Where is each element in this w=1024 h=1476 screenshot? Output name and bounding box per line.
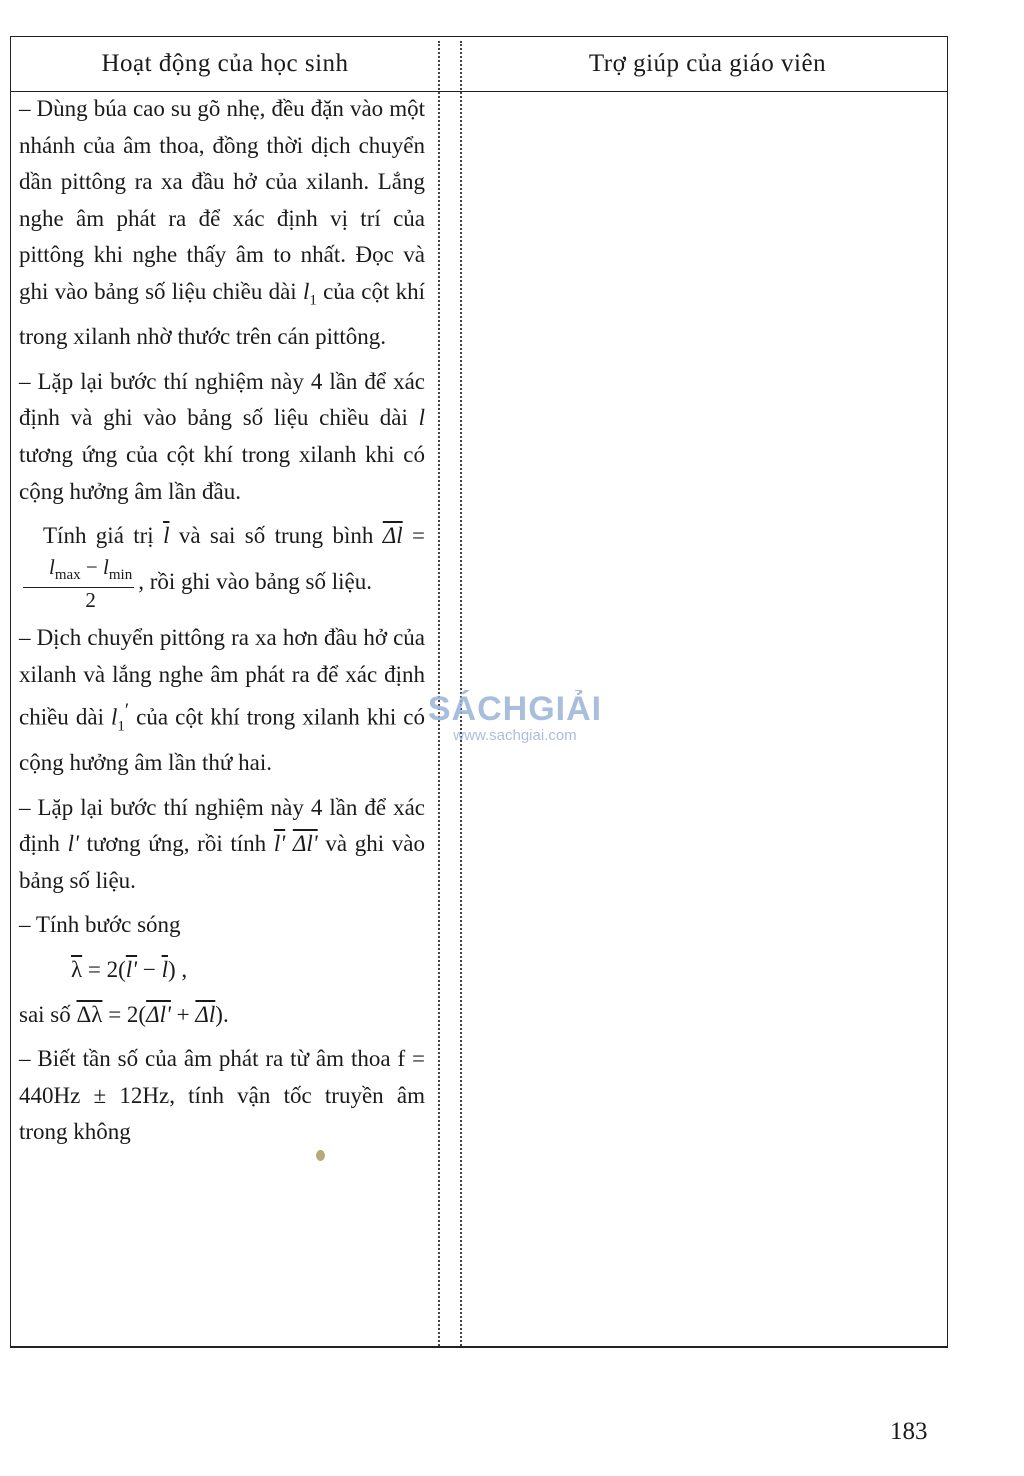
page-number: 183	[890, 1418, 928, 1445]
step-repeat-first: – Lặp lại bước thí nghiệm này 4 lần để xác định và ghi vào bảng số liệu chiều dài l tương ứng của cột khí trong xilanh khi có cộng hưởng âm lần đầu.	[19, 368, 425, 504]
watermark-url: www.sachgiai.com	[453, 727, 577, 744]
step-mean-error: Tính giá trị $\overline{l}$ và sai số trung bình $\overline{\Delta l}$ = $\frac{l_{max} - l_{min}}{2}$ , rồi ghi vào bảng số liệu.	[19, 518, 425, 612]
header-student-activity: Hoạt động của học sinh	[101, 50, 349, 77]
table-header	[11, 37, 947, 92]
step-wavelength: – Tính bước sóng	[19, 912, 181, 938]
header-teacher-support: Trợ giúp của giáo viên	[588, 50, 827, 77]
step-repeat-second: – Lặp lại bước thí nghiệm này 4 lần để xác định l' tương ứng, rồi tính l' Δl' và ghi vào bảng số liệu.	[19, 794, 426, 893]
step-sound-speed: – Biết tần số của âm phát ra từ âm thoa f = 440Hz ± 12Hz, tính vận tốc truyền âm trong không	[19, 1046, 425, 1145]
step-resonance-first: – Dùng búa cao su gõ nhẹ, đều đặn vào một nhánh của âm thoa, đồng thời dịch chuyển dần pittông ra xa đầu hở của xilanh. Lắng nghe âm phát ra để xác định vị trí của pittông khi nghe thấy âm to nhất. Đọc và ghi vào bảng số liệu chiều dài $l_1$ của cột khí trong xilanh nhờ thước trên cán pittông.	[19, 96, 425, 350]
watermark-logo	[410, 690, 620, 744]
step-resonance-second: – Dịch chuyển pittông ra xa hơn đầu hở của xilanh và lắng nghe âm phát ra để xác định chiều dài $l_1'$ của cột khí trong xilanh khi có cộng hưởng âm lần thứ hai.	[19, 624, 426, 775]
fraction-mean-error: $\frac{l_{max} - l_{min}}{2}$	[23, 555, 134, 612]
formula-wavelength: $\overline{\lambda} = 2(l' - \overline{l})$ ,	[71, 956, 188, 982]
student-activity-column	[19, 91, 425, 1151]
formula-wavelength-error: sai số $\overline{\Delta\lambda} = 2(\Delta l' + \overline{\Delta l})$.	[19, 1001, 229, 1027]
ink-dot-mark	[316, 1150, 325, 1161]
watermark-title: SÁCHGIẢI	[427, 690, 603, 728]
